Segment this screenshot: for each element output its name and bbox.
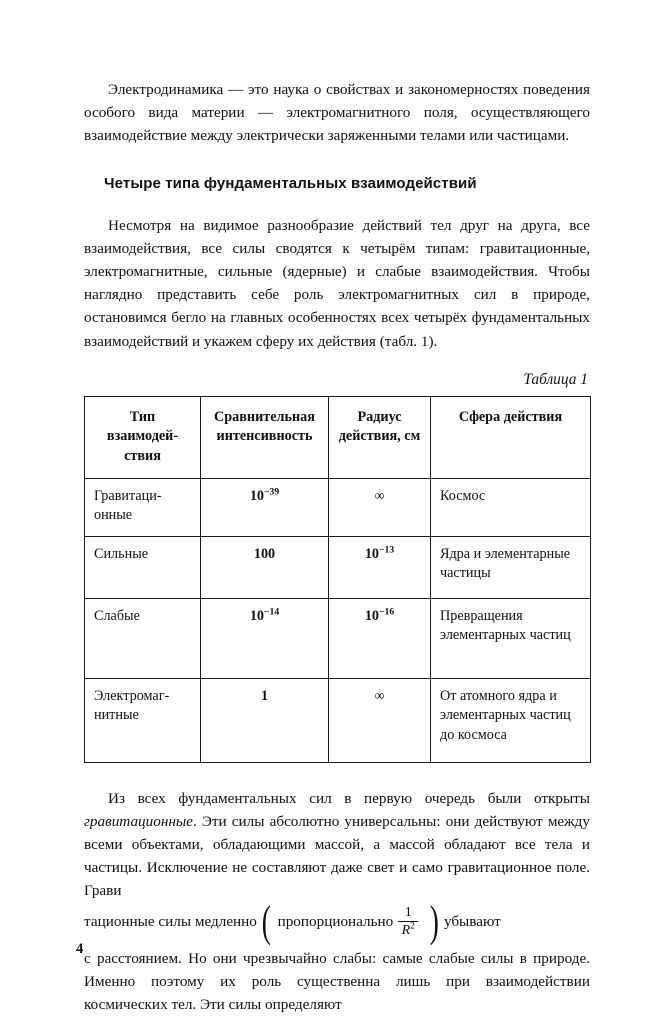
radius-symbol: ∞ (374, 687, 385, 704)
section-heading: Четыре типа фундаментальных взаимодействий (104, 174, 477, 192)
table-row (85, 478, 591, 536)
intensity-base: 1 (260, 687, 269, 704)
denominator-base: R (401, 922, 411, 938)
column-header-radius: Радиус действия, см (329, 396, 431, 478)
cell-intensity (201, 678, 329, 762)
formula-inside-text: пропорционально (277, 913, 394, 931)
radius-exponent: −16 (379, 605, 395, 617)
column-header-intensity: Сравнительная интенсивность (201, 396, 329, 478)
formula-text-before: тационные силы медленно (84, 913, 257, 931)
cell-intensity (201, 536, 329, 598)
intensity-base: 10 (249, 607, 265, 624)
table-row (85, 678, 591, 762)
table-header-row (85, 396, 591, 478)
cell-type: Слабые (85, 598, 201, 678)
table-body (85, 478, 591, 762)
close-paren-glyph: ) (430, 896, 440, 946)
intensity-exponent: −39 (264, 485, 280, 497)
denominator-exponent: 2 (410, 921, 415, 932)
cell-scope: Превращения элементарных частиц (431, 598, 591, 678)
cell-scope: От атомного ядра и элементарных частиц до космоса (431, 678, 591, 762)
intro-paragraph: Электродинамика — это наука о свойствах и закономерностях поведения особого вида материи — электромагнитного поля, осуществляющего взаимодействие между электрически заряженными телами или частицами. (84, 81, 590, 145)
intensity-base: 10 (249, 487, 265, 504)
fraction-denominator (399, 923, 418, 939)
cell-intensity (201, 478, 329, 536)
table-row (85, 536, 591, 598)
radius-base: 10 (364, 545, 380, 562)
cell-radius (329, 536, 431, 598)
intensity-base: 100 (253, 545, 276, 562)
paragraph-three (84, 787, 590, 903)
cell-radius (329, 478, 431, 536)
cell-scope: Космос (431, 478, 591, 536)
cell-intensity (201, 598, 329, 678)
radius-base: 10 (364, 607, 380, 624)
cell-radius (329, 678, 431, 762)
interactions-table (84, 396, 591, 763)
radius-symbol: ∞ (374, 487, 385, 504)
fraction-bar (398, 921, 418, 922)
fraction-one-over-r-squared (398, 905, 418, 939)
paragraph-three-part-a: Из всех фундаментальных сил в первую очередь были открыты (108, 789, 590, 807)
column-header-scope: Сфера действия (431, 396, 591, 478)
intensity-exponent: −14 (264, 605, 280, 617)
paragraph-two: Несмотря на видимое разнообразие действий тел друг на друга, все взаимодействия, все силы сводятся к четырём типам: гравитационные, электромагнитные, сильные (ядерные) и слабые взаимодействия. Чтобы наглядно представить себе роль электромагнитных сил в природе, остановимся бегло на главных особенностях всех четырёх фундаментальных взаимодействий и укажем сферу их действия (табл. 1). (84, 216, 590, 350)
paren-contents (274, 905, 428, 939)
radius-exponent: −13 (379, 543, 395, 555)
table-caption: Таблица 1 (523, 370, 588, 388)
cell-radius (329, 598, 431, 678)
paragraph-three-part-b: . Эти силы абсолютно универсальны: они действуют между всеми объектами, обладающими массой, а массой обладают все тела и частицы. Исключение не составляют даже свет и само гравитационное поле. Грави (84, 812, 590, 900)
formula-text-after: убывают (443, 913, 501, 931)
column-header-type: Тип взаимодействия (85, 396, 201, 478)
cell-scope: Ядра и элементарные частицы (431, 536, 591, 598)
fraction-numerator: 1 (404, 904, 412, 920)
page-number: 4 (76, 941, 84, 957)
cell-type: Электромагнитные (85, 678, 201, 762)
cell-type: Сильные (85, 536, 201, 598)
open-paren-glyph: ( (261, 896, 271, 946)
table-row (85, 598, 591, 678)
table-head (85, 396, 591, 478)
formula-line (84, 896, 590, 946)
parenthesized-expression (259, 896, 442, 946)
paragraph-four: с расстоянием. Но они чрезвычайно слабы: самые слабые силы в природе. Именно поэтому их роль существенна лишь при взаимодействии космических тел. Эти силы определяют (84, 949, 590, 1014)
italic-term-gravitational: гравитационные (84, 812, 193, 830)
page-content (84, 0, 590, 1014)
cell-type: Гравитационные (85, 478, 201, 536)
